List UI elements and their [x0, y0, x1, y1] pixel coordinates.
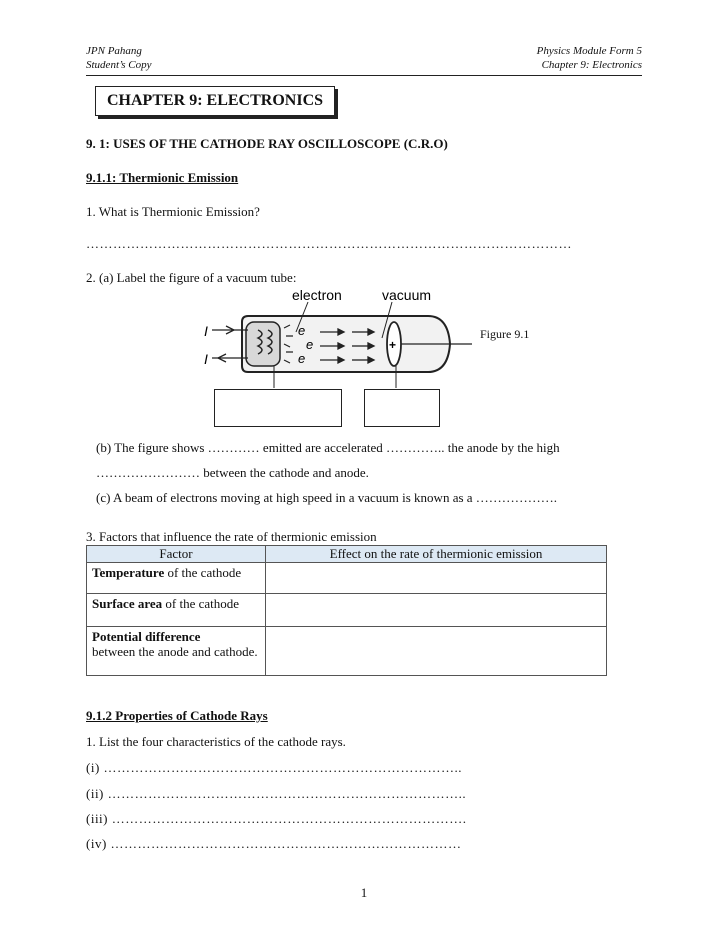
- header-right: [537, 44, 642, 72]
- properties-question-1: 1. List the four characteristics of the cathode rays.: [86, 734, 346, 749]
- vacuum-label: vacuum: [382, 287, 432, 303]
- factors-table: [86, 545, 607, 676]
- table-header-row: [87, 546, 607, 563]
- label-box-cathode[interactable]: [214, 389, 342, 427]
- effect-answer-cell[interactable]: [266, 594, 607, 627]
- table-header-effect: Effect on the rate of thermionic emission: [266, 546, 607, 563]
- factor-name: Potential difference: [92, 629, 201, 644]
- header-school: JPN Pahang: [86, 45, 142, 57]
- section-title: 9. 1: USES OF THE CATHODE RAY OSCILLOSCOPE (C.R.O): [86, 136, 448, 151]
- answer-line-1[interactable]: ………………………………………………………………………………………………: [86, 236, 572, 251]
- current-label-bottom: I: [204, 351, 208, 367]
- question-3: 3. Factors that influence the rate of thermionic emission: [86, 529, 377, 544]
- question-2b-line1: (b) The figure shows ………… emitted are accelerated ………….. the anode by the high: [96, 440, 560, 455]
- electron-label: electron: [292, 287, 342, 303]
- table-row: [87, 627, 607, 676]
- current-label-top: I: [204, 323, 208, 339]
- header-module: Physics Module Form 5: [536, 45, 642, 57]
- table-row: [87, 563, 607, 594]
- subsection-thermionic-emission: 9.1.1: Thermionic Emission: [86, 170, 239, 185]
- answer-line-iii[interactable]: (iii) …………………………………………………………………….: [86, 811, 467, 826]
- electron-symbol-3: e: [298, 351, 306, 366]
- question-2b-line2: …………………… between the cathode and anode.: [96, 465, 369, 480]
- vacuum-tube-figure: [196, 286, 476, 394]
- factor-detail: of the cathode: [162, 596, 240, 611]
- label-box-anode[interactable]: [364, 389, 440, 427]
- effect-answer-cell[interactable]: [266, 627, 607, 676]
- subsection-cathode-ray-properties: 9.1.2 Properties of Cathode Rays: [86, 708, 268, 723]
- page-number: 1: [360, 885, 368, 900]
- question-2c: (c) A beam of electrons moving at high speed in a vacuum is known as a ……………….: [96, 490, 558, 505]
- factor-detail: between the anode and cathode.: [92, 644, 258, 659]
- factor-name: Temperature: [92, 565, 165, 580]
- effect-answer-cell[interactable]: [266, 563, 607, 594]
- factor-cell: [87, 563, 266, 594]
- factor-cell: [87, 594, 266, 627]
- table-header-factor: Factor: [87, 546, 266, 563]
- figure-caption: Figure 9.1: [480, 327, 530, 341]
- question-2a: 2. (a) Label the figure of a vacuum tube:: [86, 270, 297, 285]
- factor-name: Surface area: [92, 596, 163, 611]
- factor-detail: of the cathode: [164, 565, 242, 580]
- table-row: [87, 594, 607, 627]
- header-chapter: Chapter 9: Electronics: [541, 59, 642, 71]
- header-copy: Student’s Copy: [86, 59, 152, 71]
- answer-line-ii[interactable]: (ii) ……………………………………………………………………..: [86, 786, 467, 801]
- question-1: 1. What is Thermionic Emission?: [86, 204, 260, 219]
- chapter-title: CHAPTER 9: ELECTRONICS: [95, 86, 335, 116]
- electron-symbol-2: e: [306, 337, 314, 352]
- answer-line-iv[interactable]: (iv) ……………………………………………………………………: [86, 836, 462, 851]
- cathode-cap: [246, 322, 280, 366]
- header-left: [86, 44, 152, 72]
- header-divider: [86, 75, 642, 76]
- anode-plus: +: [389, 338, 397, 352]
- answer-line-i[interactable]: (i) ……………………………………………………………………..: [86, 760, 463, 775]
- factor-cell: [87, 627, 266, 676]
- electron-symbol-1: e: [298, 323, 306, 338]
